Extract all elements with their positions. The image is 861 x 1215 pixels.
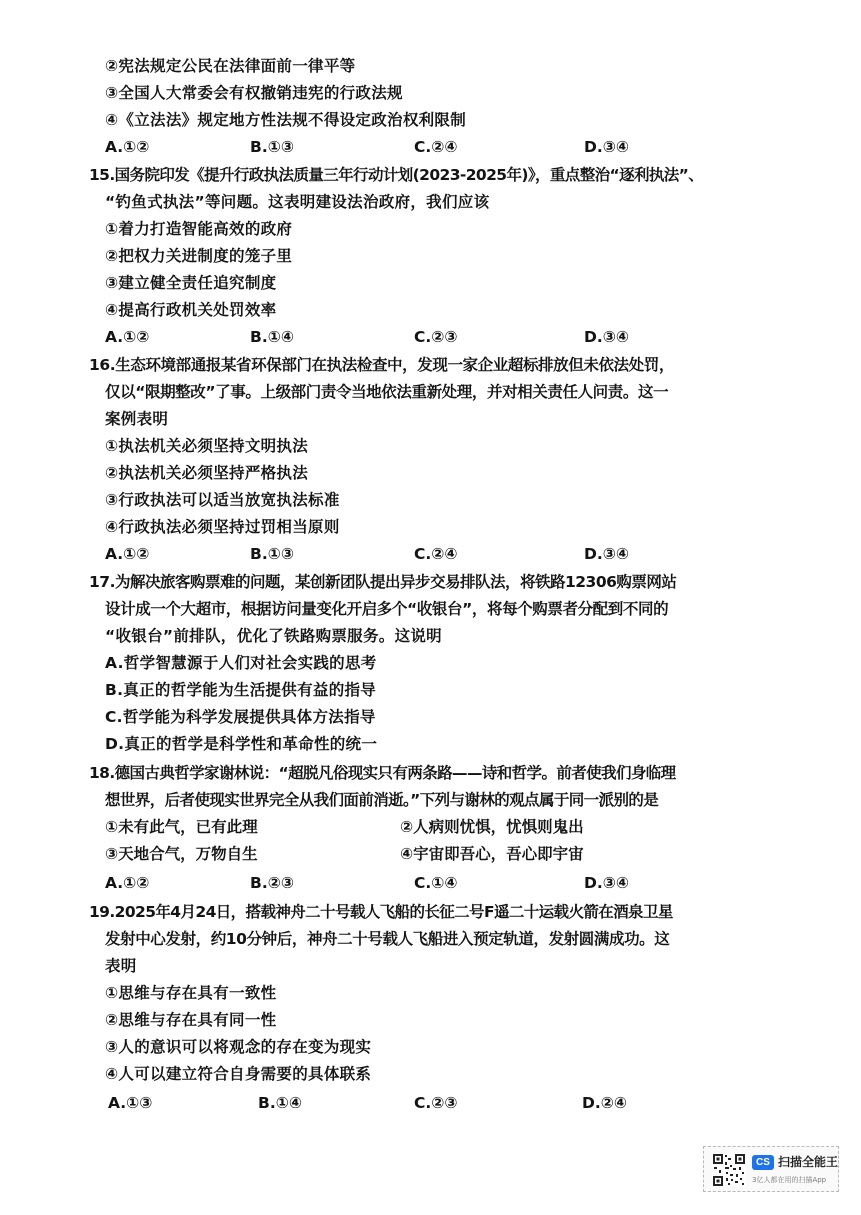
q14-option-c: C.②④ (414, 138, 458, 156)
q18-statement-1: ①未有此气，已有此理 (105, 818, 258, 836)
q19-stem-2: 发射中心发射，约10分钟后，神舟二十号载人飞船进入预定轨道，发射圆满成功。这 (105, 930, 670, 948)
q14-option-b: B.①③ (250, 138, 294, 156)
q15-statement-2: ②把权力关进制度的笼子里 (105, 247, 293, 265)
q18-statement-4: ④宇宙即吾心，吾心即宇宙 (400, 845, 584, 863)
q17-stem-2: 设计成一个大超市，根据访问量变化开启多个“收银台”，将每个购票者分配到不同的 (105, 600, 669, 618)
q16-option-d: D.③④ (584, 545, 630, 563)
q19-option-c: C.②③ (414, 1094, 458, 1112)
q16-statement-4: ④行政执法必须坚持过罚相当原则 (105, 518, 340, 536)
q19-statement-1: ①思维与存在具有一致性 (105, 984, 277, 1002)
q18-statement-2: ②人病则忧惧，忧惧则鬼出 (400, 818, 584, 836)
q16-stem-1: 16.生态环境部通报某省环保部门在执法检查中，发现一家企业超标排放但未依法处罚， (89, 356, 674, 374)
q19-option-b: B.①④ (258, 1094, 302, 1112)
q19-stem-1: 19.2025年4月24日，搭载神舟二十号载人飞船的长征二号F遥二十运载火箭在酒泉卫星 (89, 903, 673, 921)
q14-statement-4: ④《立法法》规定地方性法规不得设定政治权利限制 (105, 111, 467, 129)
q16-stem-2: 仅以“限期整改”了事。上级部门责令当地依法重新处理，并对相关责任人问责。这一 (105, 383, 669, 401)
q17-option-c: C.哲学能为科学发展提供具体方法指导 (105, 708, 376, 726)
q15-statement-3: ③建立健全责任追究制度 (105, 274, 277, 292)
q16-option-b: B.①③ (250, 545, 294, 563)
q19-stem-3: 表明 (105, 957, 137, 975)
q15-statement-4: ④提高行政机关处罚效率 (105, 301, 277, 319)
q16-statement-1: ①执法机关必须坚持文明执法 (105, 437, 309, 455)
q15-stem-2: “钓鱼式执法”等问题。这表明建设法治政府，我们应该 (105, 193, 490, 211)
q19-statement-2: ②思维与存在具有同一性 (105, 1011, 277, 1029)
qr-code-icon (712, 1153, 746, 1187)
q18-option-b: B.②③ (250, 874, 294, 892)
q16-option-a: A.①② (105, 545, 150, 563)
q18-option-a: A.①② (105, 874, 150, 892)
q17-stem-1: 17.为解决旅客购票难的问题，某创新团队提出异步交易排队法，将铁路12306购票网站 (89, 573, 677, 591)
q18-stem-1: 18.德国古典哲学家谢林说：“超脱凡俗现实只有两条路——诗和哲学。前者使我们身临理 (89, 764, 676, 782)
q17-option-d: D.真正的哲学是科学性和革命性的统一 (105, 735, 378, 753)
q19-option-a: A.①③ (108, 1094, 153, 1112)
q14-statement-3: ③全国人大常委会有权撤销违宪的行政法规 (105, 84, 403, 102)
q16-option-c: C.②④ (414, 545, 458, 563)
scanner-watermark (703, 1146, 839, 1192)
q18-stem-2: 想世界，后者使现实世界完全从我们面前消逝。”下列与谢林的观点属于同一派别的是 (105, 791, 659, 809)
scanner-tagline: 3亿人都在用的扫描App (752, 1176, 827, 1184)
q17-option-b: B.真正的哲学能为生活提供有益的指导 (105, 681, 377, 699)
q18-statement-3: ③天地合气，万物自生 (105, 845, 258, 863)
q16-statement-2: ②执法机关必须坚持严格执法 (105, 464, 309, 482)
q19-statement-3: ③人的意识可以将观念的存在变为现实 (105, 1038, 372, 1056)
q15-option-b: B.①④ (250, 328, 294, 346)
q17-stem-3: “收银台”前排队，优化了铁路购票服务。这说明 (105, 627, 442, 645)
q19-statement-4: ④人可以建立符合自身需要的具体联系 (105, 1065, 372, 1083)
q15-option-d: D.③④ (584, 328, 630, 346)
q14-statement-2: ②宪法规定公民在法律面前一律平等 (105, 57, 356, 75)
q16-stem-3: 案例表明 (105, 410, 169, 428)
q15-option-c: C.②③ (414, 328, 458, 346)
q15-statement-1: ①着力打造智能高效的政府 (105, 220, 293, 238)
q15-option-a: A.①② (105, 328, 150, 346)
q17-option-a: A.哲学智慧源于人们对社会实践的思考 (105, 654, 377, 672)
cs-badge: CS (752, 1155, 774, 1170)
q15-stem-1: 15.国务院印发《提升行政执法质量三年行动计划(2023-2025年)》，重点整治“逐利执法”、 (89, 166, 704, 184)
q14-option-d: D.③④ (584, 138, 630, 156)
q18-option-d: D.③④ (584, 874, 630, 892)
q18-option-c: C.①④ (414, 874, 458, 892)
q14-option-a: A.①② (105, 138, 150, 156)
scanner-brand-name: 扫描全能王 (778, 1155, 839, 1169)
q19-option-d: D.②④ (582, 1094, 628, 1112)
q16-statement-3: ③行政执法可以适当放宽执法标准 (105, 491, 340, 509)
